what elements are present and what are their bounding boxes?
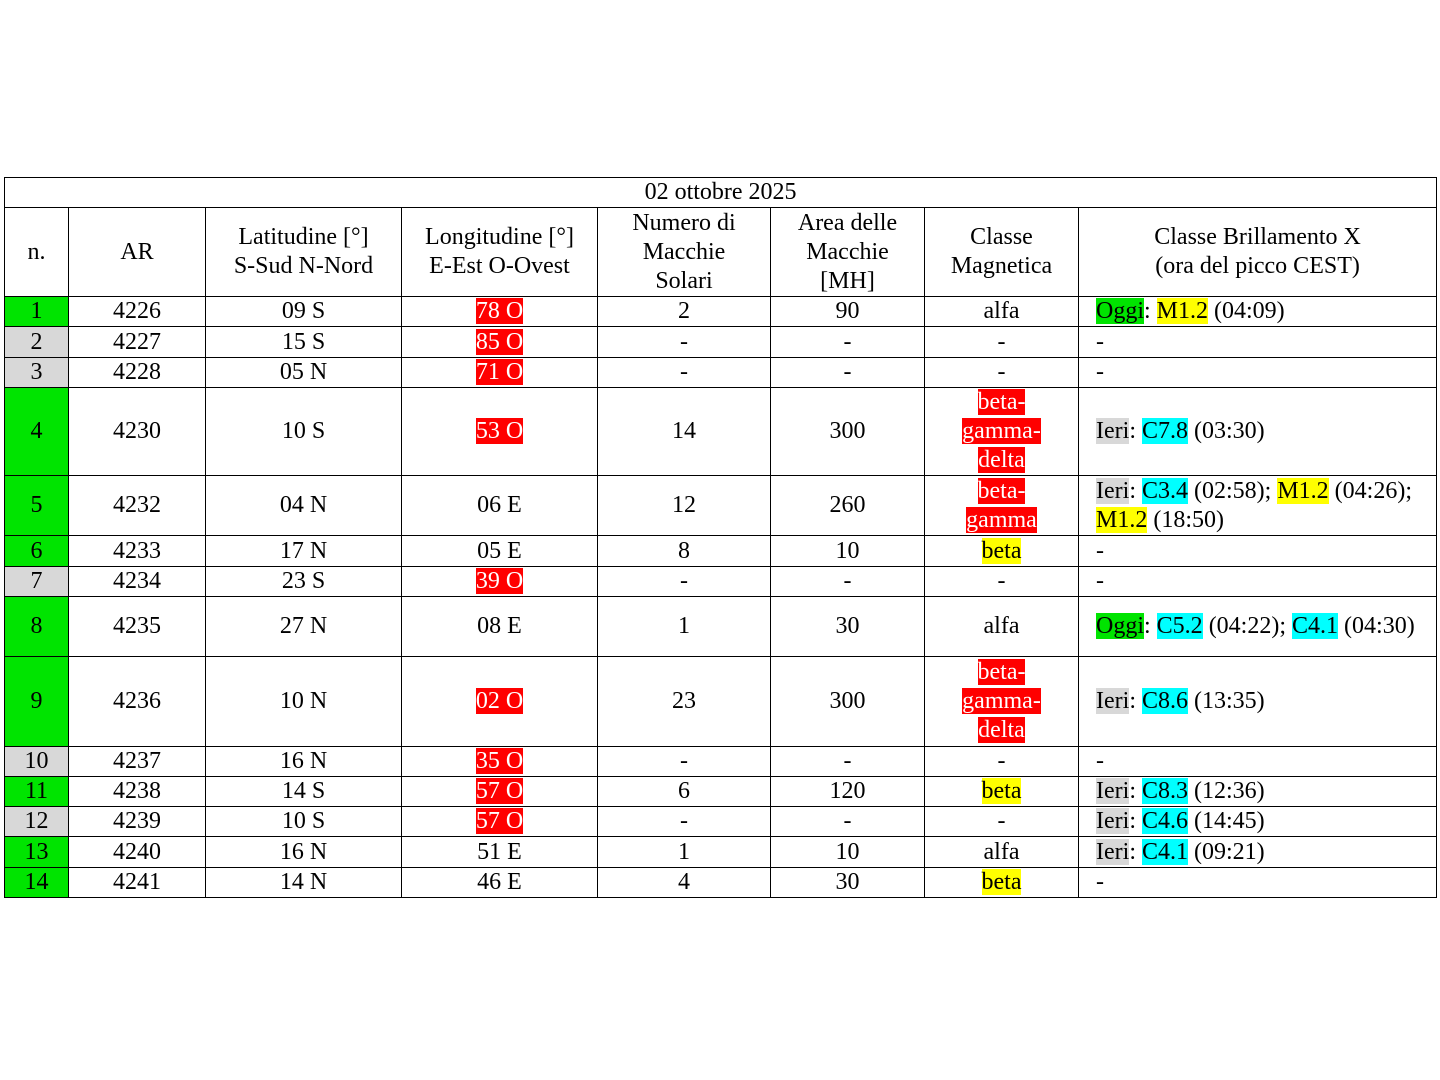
sunspot-area-cell: 300 xyxy=(771,388,925,476)
header-n: n. xyxy=(5,208,69,297)
row-number: 5 xyxy=(5,476,69,536)
table-row xyxy=(5,297,1437,327)
latitude-cell: 05 N xyxy=(206,358,402,388)
header-magnetic-class: Classe Magnetica xyxy=(925,208,1079,297)
row-number: 12 xyxy=(5,807,69,837)
flare-cell: - xyxy=(1079,567,1437,597)
ar-cell: 4234 xyxy=(69,567,206,597)
sunspot-count-cell: 2 xyxy=(598,297,771,327)
sunspot-count-cell: - xyxy=(598,747,771,777)
table-row xyxy=(5,597,1437,657)
latitude-cell: 14 N xyxy=(206,868,402,898)
table-row xyxy=(5,837,1437,868)
sunspot-area-cell: - xyxy=(771,358,925,388)
latitude-cell: 04 N xyxy=(206,476,402,536)
sunspot-area-cell: 120 xyxy=(771,777,925,807)
longitude-cell: 05 E xyxy=(402,536,598,567)
row-number: 11 xyxy=(5,777,69,807)
magnetic-class-cell: beta xyxy=(925,536,1079,567)
longitude-cell: 57 O xyxy=(402,777,598,807)
row-number: 4 xyxy=(5,388,69,476)
latitude-cell: 15 S xyxy=(206,327,402,358)
flare-cell: - xyxy=(1079,327,1437,358)
sunspot-area-cell: 10 xyxy=(771,536,925,567)
row-number: 10 xyxy=(5,747,69,777)
longitude-cell: 57 O xyxy=(402,807,598,837)
sunspot-count-cell: 8 xyxy=(598,536,771,567)
magnetic-class-cell: alfa xyxy=(925,837,1079,868)
latitude-cell: 23 S xyxy=(206,567,402,597)
longitude-cell: 35 O xyxy=(402,747,598,777)
latitude-cell: 27 N xyxy=(206,597,402,657)
latitude-cell: 14 S xyxy=(206,777,402,807)
flare-cell: - xyxy=(1079,536,1437,567)
flare-cell: Ieri: C4.6 (14:45) xyxy=(1079,807,1437,837)
sunspot-area-cell: 30 xyxy=(771,868,925,898)
ar-cell: 4236 xyxy=(69,657,206,747)
latitude-cell: 17 N xyxy=(206,536,402,567)
sunspot-area-cell: - xyxy=(771,567,925,597)
row-number: 8 xyxy=(5,597,69,657)
flare-cell: Oggi: C5.2 (04:22); C4.1 (04:30) xyxy=(1079,597,1437,657)
flare-cell: Ieri: C4.1 (09:21) xyxy=(1079,837,1437,868)
magnetic-class-cell: alfa xyxy=(925,297,1079,327)
flare-cell: - xyxy=(1079,868,1437,898)
magnetic-class-cell: - xyxy=(925,567,1079,597)
sunspot-area-cell: - xyxy=(771,327,925,358)
table-row xyxy=(5,807,1437,837)
row-number: 3 xyxy=(5,358,69,388)
flare-cell: - xyxy=(1079,747,1437,777)
table-row xyxy=(5,476,1437,536)
latitude-cell: 09 S xyxy=(206,297,402,327)
magnetic-class-cell: beta- gamma- delta xyxy=(925,388,1079,476)
magnetic-class-cell: - xyxy=(925,327,1079,358)
sunspot-area-cell: 30 xyxy=(771,597,925,657)
header-ar: AR xyxy=(69,208,206,297)
longitude-cell: 46 E xyxy=(402,868,598,898)
longitude-cell: 39 O xyxy=(402,567,598,597)
sunspot-area-cell: 300 xyxy=(771,657,925,747)
row-number: 6 xyxy=(5,536,69,567)
ar-cell: 4235 xyxy=(69,597,206,657)
flare-cell: Ieri: C8.3 (12:36) xyxy=(1079,777,1437,807)
latitude-cell: 16 N xyxy=(206,837,402,868)
sunspot-count-cell: - xyxy=(598,807,771,837)
table-row xyxy=(5,358,1437,388)
row-number: 1 xyxy=(5,297,69,327)
longitude-cell: 06 E xyxy=(402,476,598,536)
ar-cell: 4228 xyxy=(69,358,206,388)
row-number: 9 xyxy=(5,657,69,747)
ar-cell: 4239 xyxy=(69,807,206,837)
sunspot-area-cell: 90 xyxy=(771,297,925,327)
flare-cell: - xyxy=(1079,358,1437,388)
magnetic-class-cell: - xyxy=(925,358,1079,388)
ar-cell: 4232 xyxy=(69,476,206,536)
header-flare-class: Classe Brillamento X (ora del picco CEST) xyxy=(1079,208,1437,297)
ar-cell: 4230 xyxy=(69,388,206,476)
latitude-cell: 10 S xyxy=(206,388,402,476)
longitude-cell: 85 O xyxy=(402,327,598,358)
sunspot-count-cell: 14 xyxy=(598,388,771,476)
sunspot-count-cell: 1 xyxy=(598,837,771,868)
flare-cell: Ieri: C8.6 (13:35) xyxy=(1079,657,1437,747)
sunspot-count-cell: 6 xyxy=(598,777,771,807)
sunspot-area-cell: 260 xyxy=(771,476,925,536)
sunspot-count-cell: - xyxy=(598,567,771,597)
ar-cell: 4237 xyxy=(69,747,206,777)
table-row xyxy=(5,747,1437,777)
table-row xyxy=(5,777,1437,807)
sunspot-count-cell: 1 xyxy=(598,597,771,657)
longitude-cell: 78 O xyxy=(402,297,598,327)
sunspot-count-cell: - xyxy=(598,327,771,358)
longitude-cell: 08 E xyxy=(402,597,598,657)
sunspot-count-cell: 12 xyxy=(598,476,771,536)
latitude-cell: 16 N xyxy=(206,747,402,777)
latitude-cell: 10 N xyxy=(206,657,402,747)
flare-cell: Ieri: C7.8 (03:30) xyxy=(1079,388,1437,476)
sunspot-area-cell: - xyxy=(771,807,925,837)
row-number: 14 xyxy=(5,868,69,898)
magnetic-class-cell: beta- gamma- delta xyxy=(925,657,1079,747)
table-row xyxy=(5,388,1437,476)
magnetic-class-cell: - xyxy=(925,807,1079,837)
header-sunspot-count: Numero di Macchie Solari xyxy=(598,208,771,297)
header-sunspot-area: Area delle Macchie [MH] xyxy=(771,208,925,297)
magnetic-class-cell: - xyxy=(925,747,1079,777)
longitude-cell: 02 O xyxy=(402,657,598,747)
flare-cell: Oggi: M1.2 (04:09) xyxy=(1079,297,1437,327)
magnetic-class-cell: alfa xyxy=(925,597,1079,657)
sunspot-count-cell: 23 xyxy=(598,657,771,747)
latitude-cell: 10 S xyxy=(206,807,402,837)
longitude-cell: 53 O xyxy=(402,388,598,476)
row-number: 7 xyxy=(5,567,69,597)
magnetic-class-cell: beta- gamma xyxy=(925,476,1079,536)
longitude-cell: 71 O xyxy=(402,358,598,388)
table-row xyxy=(5,536,1437,567)
ar-cell: 4226 xyxy=(69,297,206,327)
flare-cell: Ieri: C3.4 (02:58); M1.2 (04:26); M1.2 (18:50) xyxy=(1079,476,1437,536)
ar-cell: 4238 xyxy=(69,777,206,807)
header-longitude: Longitudine [°] E-Est O-Ovest xyxy=(402,208,598,297)
ar-cell: 4240 xyxy=(69,837,206,868)
table-row xyxy=(5,327,1437,358)
sunspot-count-cell: - xyxy=(598,358,771,388)
ar-cell: 4227 xyxy=(69,327,206,358)
table-row xyxy=(5,868,1437,898)
sunspot-area-cell: - xyxy=(771,747,925,777)
row-number: 2 xyxy=(5,327,69,358)
sunspot-area-cell: 10 xyxy=(771,837,925,868)
longitude-cell: 51 E xyxy=(402,837,598,868)
header-latitude: Latitudine [°] S-Sud N-Nord xyxy=(206,208,402,297)
row-number: 13 xyxy=(5,837,69,868)
sunspot-count-cell: 4 xyxy=(598,868,771,898)
ar-cell: 4241 xyxy=(69,868,206,898)
active-regions-table xyxy=(4,177,1437,898)
table-row xyxy=(5,657,1437,747)
magnetic-class-cell: beta xyxy=(925,777,1079,807)
magnetic-class-cell: beta xyxy=(925,868,1079,898)
ar-cell: 4233 xyxy=(69,536,206,567)
table-row xyxy=(5,567,1437,597)
table-title: 02 ottobre 2025 xyxy=(5,178,1437,208)
